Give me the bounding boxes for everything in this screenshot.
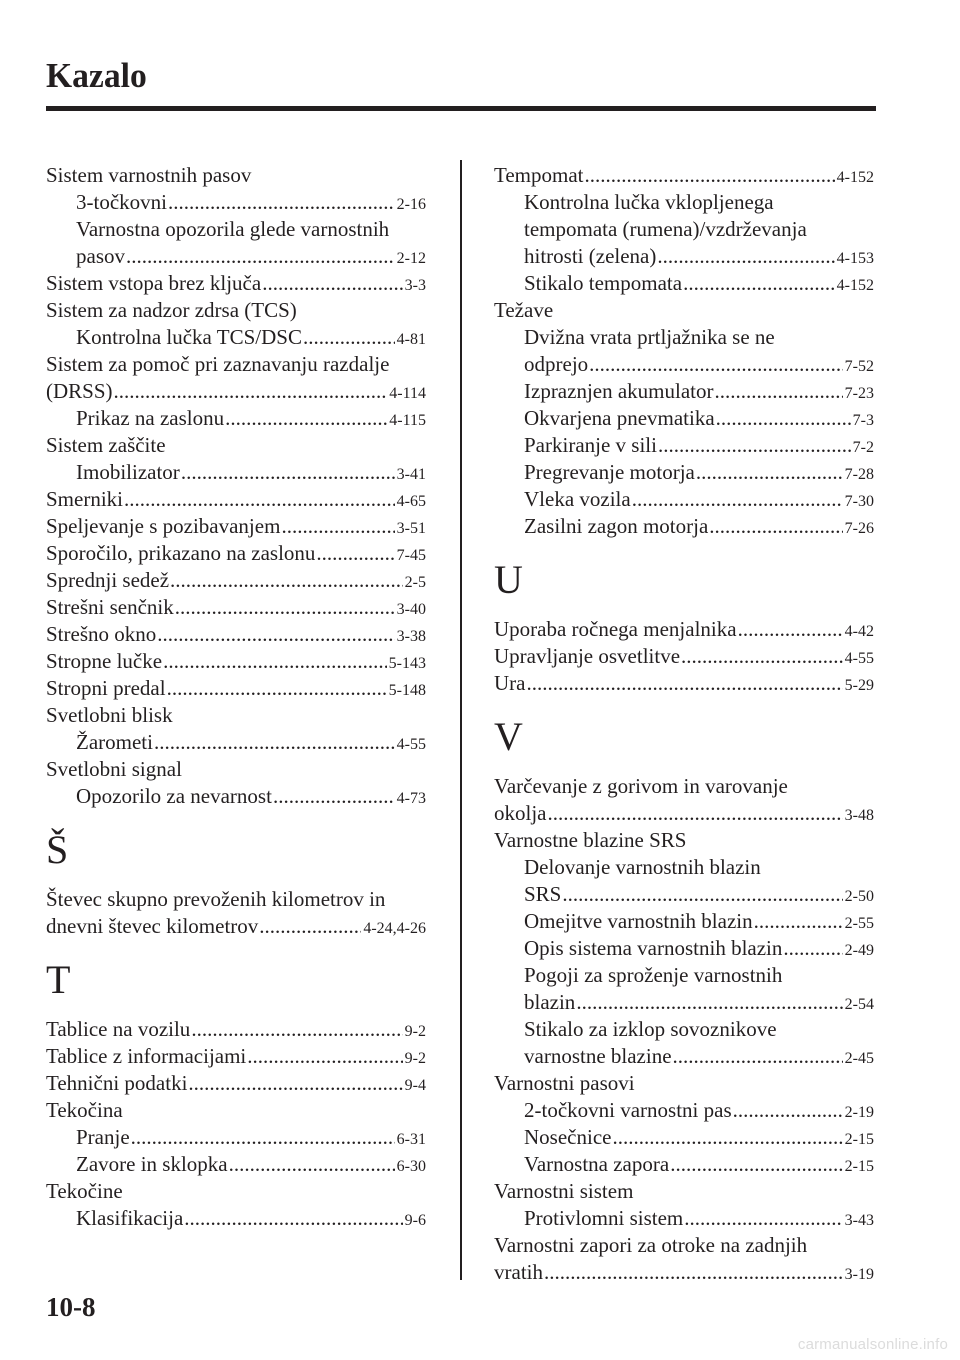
entry-text: pasov <box>76 244 125 268</box>
dot-leader <box>131 1124 395 1151</box>
index-subentry <box>494 854 874 881</box>
page-ref: 3-40 <box>396 601 426 618</box>
page-ref: 3-41 <box>396 466 426 483</box>
dot-leader <box>526 670 842 697</box>
entry-text: Prikaz na zaslonu <box>76 406 225 430</box>
dot-leader <box>170 567 403 594</box>
index-subentry <box>46 324 426 351</box>
dot-leader <box>783 935 842 962</box>
index-subentry <box>494 1124 874 1151</box>
dot-leader <box>696 459 843 486</box>
section-letter: Š <box>46 827 69 872</box>
entry-text: Varnostni zapori za otroke na zadnjih <box>494 1233 808 1257</box>
index-entry <box>46 567 426 594</box>
entry-text: Tempomat <box>494 163 584 187</box>
index-entry <box>46 621 426 648</box>
entry-text: Strešno okno <box>46 622 157 646</box>
index-entry <box>46 162 426 189</box>
index-subentry <box>494 432 874 459</box>
dot-leader <box>681 643 843 670</box>
index-subentry <box>46 1151 426 1178</box>
index-entry <box>46 886 426 913</box>
entry-text: Števec skupno prevoženih kilometrov in <box>46 887 386 911</box>
column-divider <box>460 160 462 1280</box>
index-subentry <box>494 486 874 513</box>
entry-text: Varnostna opozorila glede varnostnih <box>76 217 390 241</box>
page-ref: 3-3 <box>404 277 426 294</box>
dot-leader <box>259 913 361 940</box>
page-title: Kazalo <box>46 56 147 95</box>
entry-text: Opis sistema varnostnih blazin <box>524 936 783 960</box>
page-ref: 2-45 <box>844 1050 874 1067</box>
entry-text: Kontrolna lučka TCS/DSC <box>76 325 302 349</box>
page-ref: 9-2 <box>404 1050 426 1067</box>
entry-text: dnevni števec kilometrov <box>46 914 259 938</box>
entry-text: Sprednji sedež <box>46 568 170 592</box>
dot-leader <box>163 648 387 675</box>
dot-leader <box>576 989 842 1016</box>
index-entry <box>494 827 874 854</box>
entry-text: vratih <box>494 1260 543 1284</box>
page-ref: 3-38 <box>396 628 426 645</box>
page-ref: 2-15 <box>844 1158 874 1175</box>
index-subentry <box>46 243 426 270</box>
entry-text: Svetlobni blisk <box>46 703 173 727</box>
page-ref: 4-65 <box>396 493 426 510</box>
index-subentry <box>494 908 874 935</box>
entry-text: Parkiranje v sili <box>524 433 657 457</box>
entry-text: Izpraznjen akumulator <box>524 379 714 403</box>
dot-leader <box>658 432 851 459</box>
page-ref: 7-45 <box>396 547 426 564</box>
entry-text: (DRSS) <box>46 379 113 403</box>
index-subentry <box>494 1205 874 1232</box>
entry-text: Okvarjena pnevmatika <box>524 406 715 430</box>
dot-leader <box>632 486 843 513</box>
entry-text: hitrosti (zelena) <box>524 244 657 268</box>
index-entry <box>46 540 426 567</box>
page-ref: 2-15 <box>844 1131 874 1148</box>
entry-text: Varčevanje z gorivom in varovanje <box>494 774 788 798</box>
dot-leader <box>612 1124 842 1151</box>
dot-leader <box>124 486 395 513</box>
entry-text: Delovanje varnostnih blazin <box>524 855 761 879</box>
page-ref: 2-16 <box>396 196 426 213</box>
page-ref: 7-2 <box>852 439 874 456</box>
entry-text: Dvižna vrata prtljažnika se ne <box>524 325 775 349</box>
entry-text: Sistem za pomoč pri zaznavanju razdalje <box>46 352 390 376</box>
entry-text: Varnostni pasovi <box>494 1071 635 1095</box>
entry-text: Smerniki <box>46 487 123 511</box>
dot-leader <box>684 1205 842 1232</box>
index-subentry <box>494 513 874 540</box>
index-subentry <box>494 1016 874 1043</box>
index-entry <box>494 643 874 670</box>
index-entry <box>494 1178 874 1205</box>
entry-text: Svetlobni signal <box>46 757 182 781</box>
entry-text: Omejitve varnostnih blazin <box>524 909 753 933</box>
entry-text: Uporaba ročnega menjalnika <box>494 617 737 641</box>
index-entry <box>46 756 426 783</box>
header-rule <box>46 106 876 111</box>
dot-leader <box>673 1043 843 1070</box>
page-ref: 4-114 <box>389 385 426 402</box>
index-entry <box>494 162 874 189</box>
dot-leader <box>181 459 395 486</box>
index-subentry <box>494 935 874 962</box>
dot-leader <box>114 378 388 405</box>
index-entry <box>46 351 426 378</box>
index-subentry <box>494 881 874 908</box>
dot-leader <box>316 540 394 567</box>
page-ref: 4-42 <box>844 623 874 640</box>
page-ref: 4-152 <box>836 169 874 186</box>
dot-leader <box>683 270 835 297</box>
page-ref: 2-19 <box>844 1104 874 1121</box>
entry-text: SRS <box>524 882 562 906</box>
dot-leader <box>670 1151 842 1178</box>
page-ref: 4-115 <box>389 412 426 429</box>
index-entry <box>494 297 874 324</box>
page-ref: 5-29 <box>844 677 874 694</box>
dot-leader <box>303 324 395 351</box>
entry-text: Sistem vstopa brez ključa <box>46 271 262 295</box>
index-column-left <box>46 162 426 1232</box>
entry-text: okolja <box>494 801 547 825</box>
entry-text: Pogoji za sproženje varnostnih <box>524 963 783 987</box>
dot-leader <box>754 908 843 935</box>
index-subentry <box>494 989 874 1016</box>
index-subentry <box>46 1205 426 1232</box>
page-ref: 7-28 <box>844 466 874 483</box>
page-ref: 4-81 <box>396 331 426 348</box>
dot-leader <box>716 405 851 432</box>
page-ref: 5-143 <box>388 655 426 672</box>
index-entry <box>494 800 874 827</box>
entry-text: Nosečnice <box>524 1125 612 1149</box>
index-entry <box>46 1070 426 1097</box>
page-ref: 6-31 <box>396 1131 426 1148</box>
page-ref: 7-26 <box>844 520 874 537</box>
page-number: 10-8 <box>46 1292 96 1322</box>
dot-leader <box>154 729 395 756</box>
entry-text: Kontrolna lučka vklopljenega <box>524 190 774 214</box>
dot-leader <box>273 783 395 810</box>
section-letter: T <box>46 957 71 1002</box>
entry-text: Klasifikacija <box>76 1206 184 1230</box>
index-entry <box>46 513 426 540</box>
index-column-right <box>494 162 874 1286</box>
entry-text: Varnostne blazine SRS <box>494 828 687 852</box>
entry-text: Stikalo za izklop sovoznikove <box>524 1017 777 1041</box>
entry-text: Pregrevanje motorja <box>524 460 695 484</box>
page-ref: 9-2 <box>404 1023 426 1040</box>
page-ref: 2-54 <box>844 996 874 1013</box>
dot-leader <box>562 881 842 908</box>
entry-text: Vleka vozila <box>524 487 631 511</box>
page-ref: 3-43 <box>844 1212 874 1229</box>
entry-text: Strešni senčnik <box>46 595 174 619</box>
entry-text: Pranje <box>76 1125 130 1149</box>
page-ref: 3-19 <box>844 1266 874 1283</box>
dot-leader <box>188 1070 402 1097</box>
entry-text: Sistem varnostnih pasov <box>46 163 252 187</box>
page-ref: 9-6 <box>404 1212 426 1229</box>
page-ref: 4-55 <box>844 650 874 667</box>
index-subentry <box>494 324 874 351</box>
page-ref: 7-30 <box>844 493 874 510</box>
dot-leader <box>709 513 842 540</box>
index-subentry <box>46 1124 426 1151</box>
index-entry <box>46 648 426 675</box>
page-ref: 7-23 <box>844 385 874 402</box>
page-ref: 5-148 <box>388 682 426 699</box>
page-ref: 4-24,4-26 <box>363 920 426 937</box>
entry-text: odprejo <box>524 352 589 376</box>
dot-leader <box>585 162 835 189</box>
index-subentry <box>494 1151 874 1178</box>
dot-leader <box>281 513 394 540</box>
index-entry <box>46 486 426 513</box>
index-entry <box>46 675 426 702</box>
dot-leader <box>168 189 395 216</box>
dot-leader <box>247 1043 402 1070</box>
index-subentry <box>494 216 874 243</box>
index-entry <box>494 1259 874 1286</box>
index-subentry <box>494 243 874 270</box>
index-entry <box>46 297 426 324</box>
index-entry <box>46 432 426 459</box>
entry-text: tempomata (rumena)/vzdrževanja <box>524 217 807 241</box>
index-subentry <box>494 1097 874 1124</box>
index-subentry <box>494 189 874 216</box>
index-subentry <box>494 378 874 405</box>
index-subentry <box>494 1043 874 1070</box>
page-ref: 2-5 <box>404 574 426 591</box>
dot-leader <box>715 378 843 405</box>
entry-text: Tekočina <box>46 1098 123 1122</box>
index-entry <box>46 1016 426 1043</box>
dot-leader <box>157 621 394 648</box>
index-subentry <box>46 459 426 486</box>
index-entry <box>46 702 426 729</box>
entry-text: Sistem zaščite <box>46 433 166 457</box>
entry-text: Zavore in sklopka <box>76 1152 228 1176</box>
entry-text: Zasilni zagon motorja <box>524 514 709 538</box>
dot-leader <box>126 243 395 270</box>
watermark: carmanualsonline.info <box>797 1336 948 1353</box>
dot-leader <box>191 1016 402 1043</box>
index-entry <box>494 1232 874 1259</box>
entry-text: Težave <box>494 298 554 322</box>
entry-text: Tekočine <box>46 1179 123 1203</box>
index-entry <box>46 378 426 405</box>
index-subentry <box>494 405 874 432</box>
index-subentry <box>494 459 874 486</box>
page-ref: 2-50 <box>844 888 874 905</box>
entry-text: Imobilizator <box>76 460 180 484</box>
index-entry <box>494 670 874 697</box>
index-subentry <box>494 351 874 378</box>
entry-text: Ura <box>494 671 526 695</box>
entry-text: Protivlomni sistem <box>524 1206 684 1230</box>
page-ref: 4-73 <box>396 790 426 807</box>
page-ref: 2-12 <box>396 250 426 267</box>
index-subentry <box>46 405 426 432</box>
entry-text: varnostne blazine <box>524 1044 672 1068</box>
index-entry <box>46 1043 426 1070</box>
index-subentry <box>46 783 426 810</box>
section-letter: V <box>494 714 523 759</box>
entry-text: Stropni predal <box>46 676 166 700</box>
index-entry <box>46 594 426 621</box>
index-subentry <box>46 729 426 756</box>
page-ref: 4-152 <box>836 277 874 294</box>
dot-leader <box>225 405 387 432</box>
dot-leader <box>262 270 402 297</box>
page-ref: 2-55 <box>844 915 874 932</box>
entry-text: Tablice z informacijami <box>46 1044 247 1068</box>
entry-text: Sporočilo, prikazano na zaslonu <box>46 541 316 565</box>
entry-text: Varnostna zapora <box>524 1152 670 1176</box>
page-ref: 4-153 <box>836 250 874 267</box>
entry-text: Upravljanje osvetlitve <box>494 644 681 668</box>
entry-text: Tehnični podatki <box>46 1071 188 1095</box>
entry-text: Žarometi <box>76 730 153 754</box>
index-entry <box>46 1097 426 1124</box>
index-entry <box>46 1178 426 1205</box>
dot-leader <box>548 800 843 827</box>
entry-text: 3-točkovni <box>76 190 167 214</box>
index-entry <box>46 913 426 940</box>
dot-leader <box>733 1097 843 1124</box>
index-subentry <box>46 189 426 216</box>
dot-leader <box>175 594 395 621</box>
section-letter: U <box>494 557 523 602</box>
entry-text: Varnostni sistem <box>494 1179 634 1203</box>
dot-leader <box>184 1205 402 1232</box>
page-ref: 7-52 <box>844 358 874 375</box>
entry-text: Sistem za nadzor zdrsa (TCS) <box>46 298 297 322</box>
index-entry <box>494 773 874 800</box>
page-ref: 4-55 <box>396 736 426 753</box>
dot-leader <box>167 675 387 702</box>
dot-leader <box>544 1259 843 1286</box>
index-subentry <box>494 962 874 989</box>
index-entry <box>494 1070 874 1097</box>
page-ref: 3-51 <box>396 520 426 537</box>
entry-text: blazin <box>524 990 576 1014</box>
entry-text: Stikalo tempomata <box>524 271 683 295</box>
page-ref: 3-48 <box>844 807 874 824</box>
page-ref: 9-4 <box>404 1077 426 1094</box>
index-entry <box>494 616 874 643</box>
entry-text: Tablice na vozilu <box>46 1017 191 1041</box>
page-ref: 2-49 <box>844 942 874 959</box>
index-entry <box>46 270 426 297</box>
page-ref: 6-30 <box>396 1158 426 1175</box>
entry-text: Opozorilo za nevarnost <box>76 784 272 808</box>
index-subentry <box>494 270 874 297</box>
index-subentry <box>46 216 426 243</box>
dot-leader <box>738 616 843 643</box>
dot-leader <box>589 351 843 378</box>
page-ref: 7-3 <box>852 412 874 429</box>
dot-leader <box>657 243 834 270</box>
entry-text: Speljevanje s pozibavanjem <box>46 514 281 538</box>
entry-text: Stropne lučke <box>46 649 163 673</box>
entry-text: 2-točkovni varnostni pas <box>524 1098 732 1122</box>
dot-leader <box>229 1151 395 1178</box>
